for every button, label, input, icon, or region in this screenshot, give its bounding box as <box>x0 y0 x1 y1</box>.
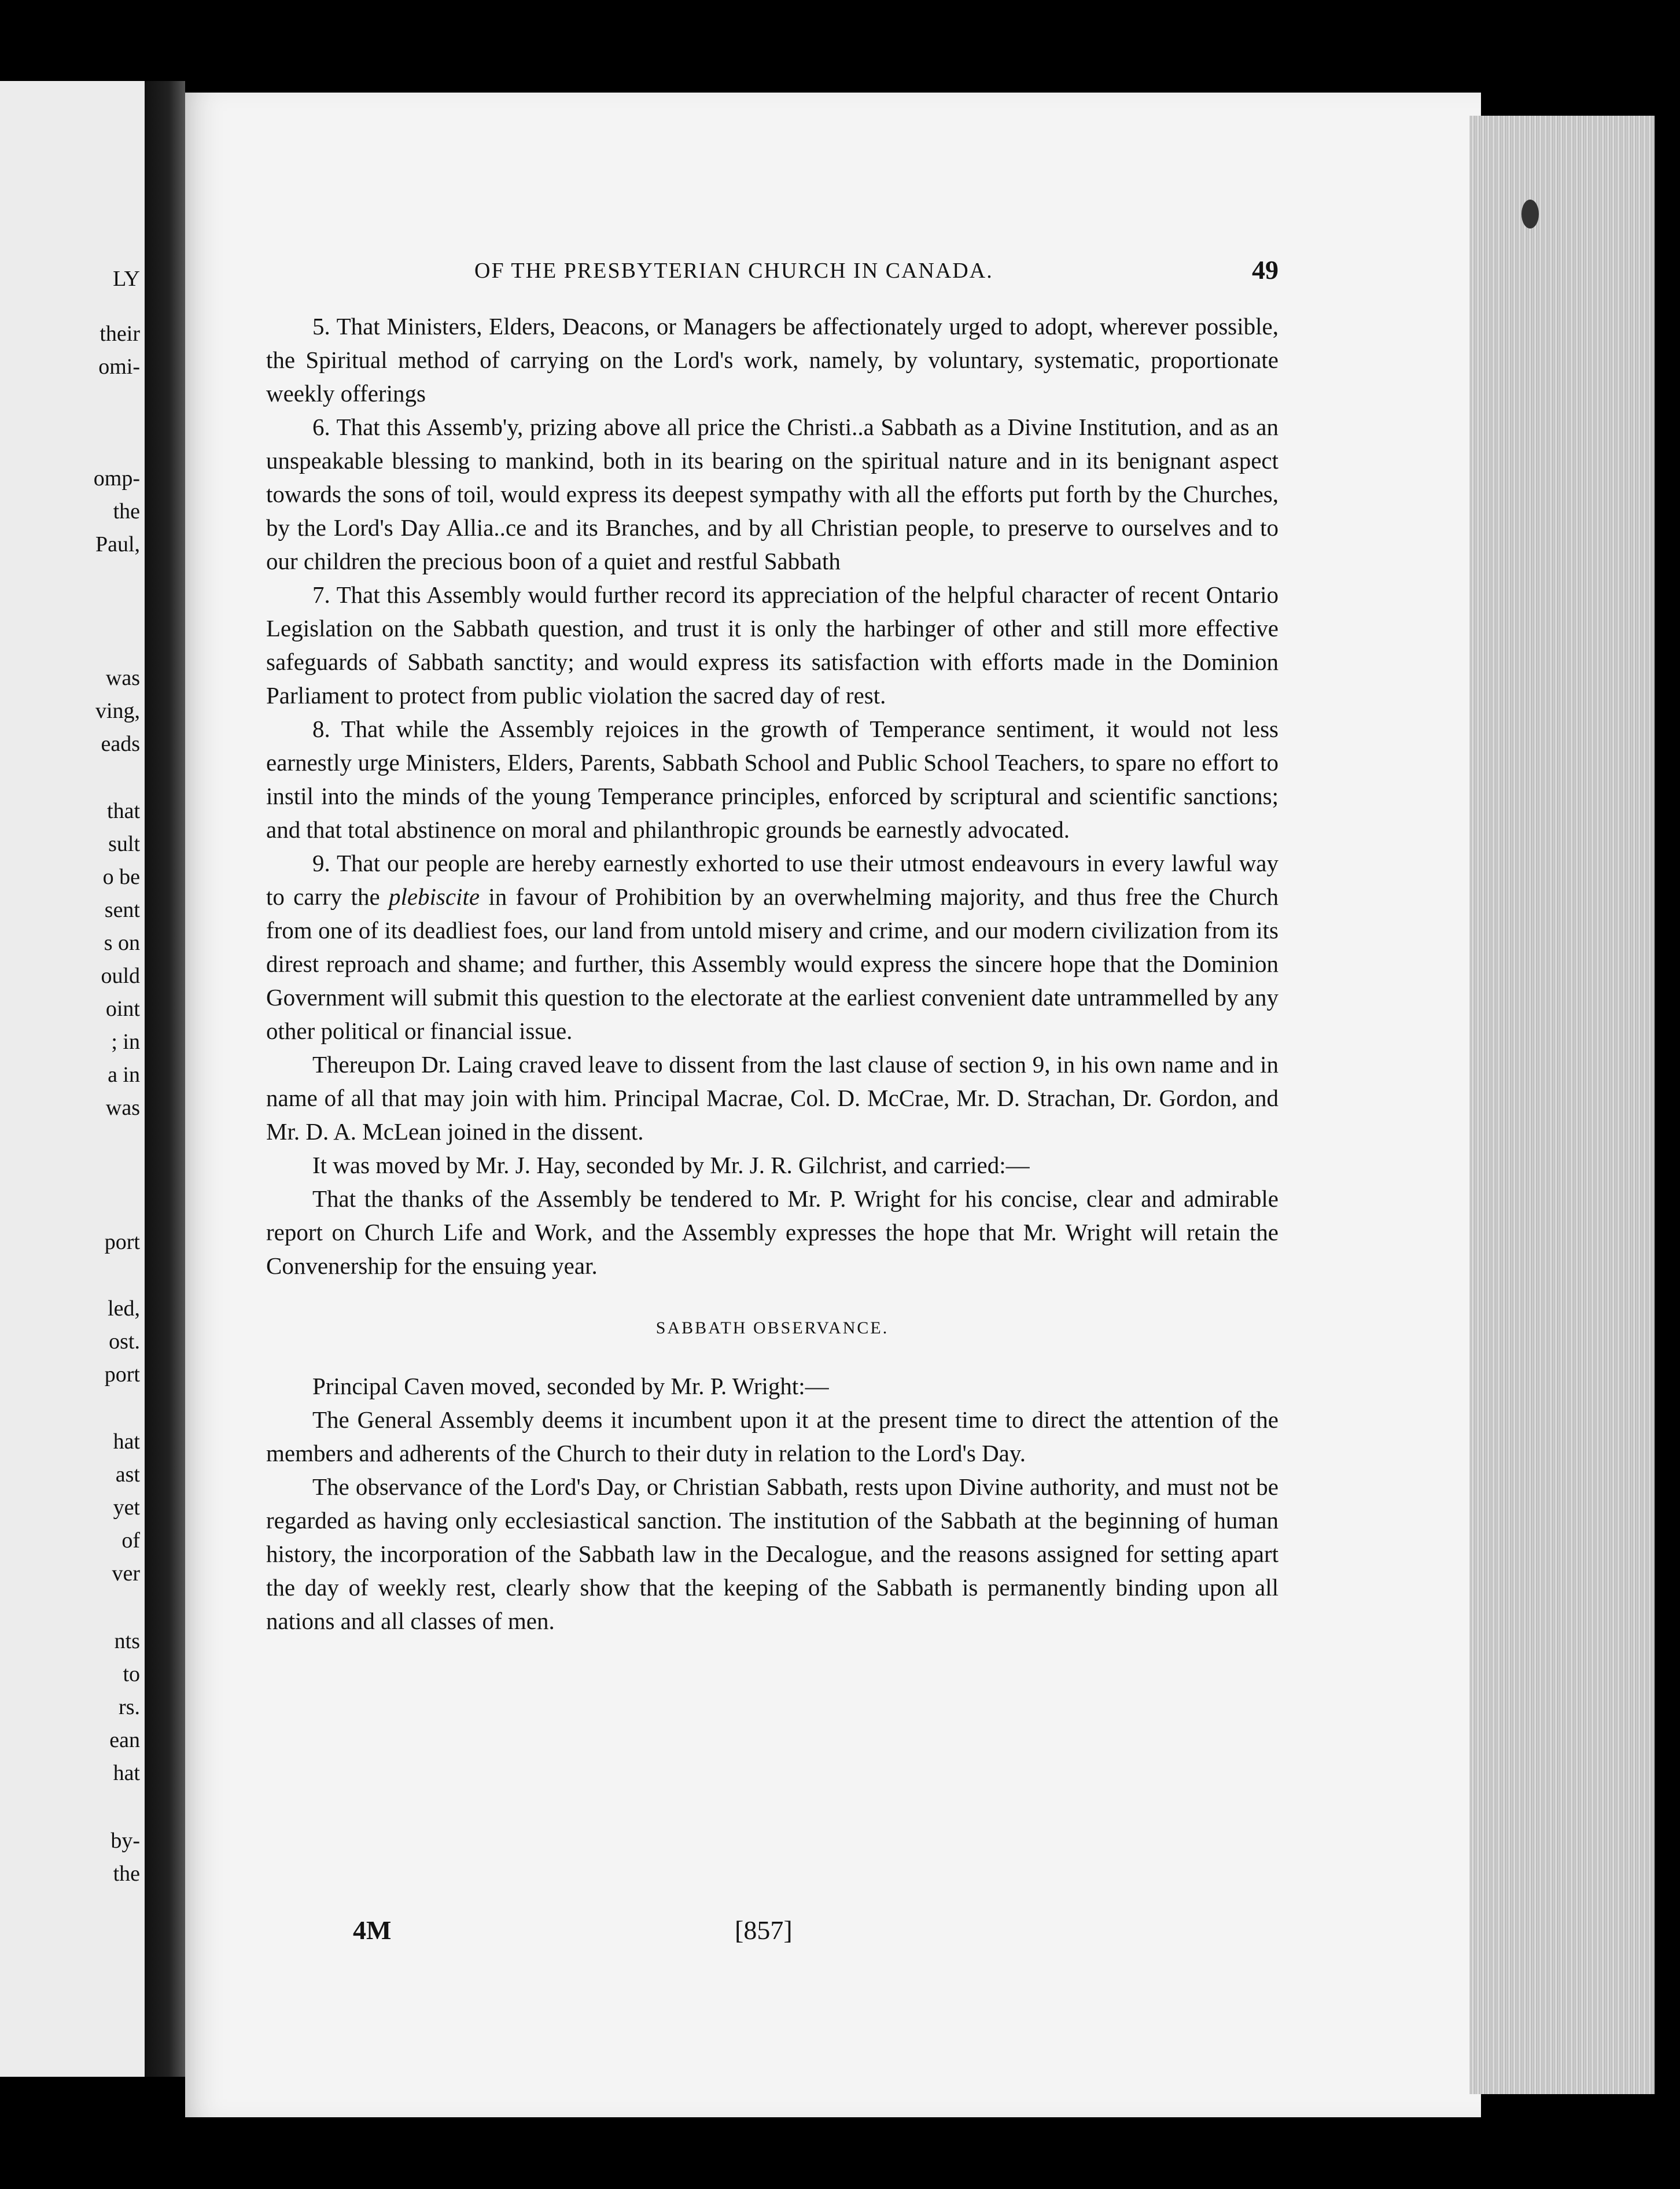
left-page-line: port <box>104 1362 140 1387</box>
section-motion: Principal Caven moved, seconded by Mr. P. Wright:— <box>312 1373 829 1399</box>
left-page-line: omi- <box>98 355 140 379</box>
left-page-line: ould <box>101 964 140 988</box>
left-page-line: ; in <box>111 1030 140 1054</box>
section-paragraph-1: The General Assembly deems it incumbent upon it at the present time to direct the attention of the members and adherents of the Church to their duty in relation to the Lord's Day. <box>266 1406 1279 1466</box>
book-gutter <box>145 81 185 2077</box>
motion-paragraph: It was moved by Mr. J. Hay, seconded by Mr. J. R. Gilchrist, and carried:— <box>312 1152 1030 1178</box>
left-page-line: omp- <box>93 466 140 491</box>
folio-number: [857] <box>735 1915 793 1945</box>
left-page-line: Paul, <box>95 532 140 557</box>
left-page-line: was <box>105 666 140 690</box>
left-page-line: a in <box>108 1063 140 1087</box>
left-page-line: ver <box>112 1561 140 1586</box>
section-heading: SABBATH OBSERVANCE. <box>655 1318 889 1337</box>
left-page-line: LY <box>113 267 140 291</box>
paragraph-9: 9. That our people are hereby earnestly exhorted to use their utmost endeavours in every lawful way to carry the plebiscite in favour of Prohibition by an overwhelming majority, and thus free the Church from one of its deadliest foes, our land from untold misery and crime, and our modern civilization from its direst reproach and shame; and further, this Assembly would express the sincere hope that the Dominion Government will submit this question to the electorate at the earliest convenient date untrammelled by any other political or financial issue. <box>266 850 1279 1044</box>
left-page-line: port <box>104 1230 140 1254</box>
running-head-title: OF THE PRESBYTERIAN CHURCH IN CANADA. <box>474 259 993 283</box>
signature-mark: 4M <box>353 1915 392 1945</box>
page-number: 49 <box>1252 255 1279 285</box>
dissent-paragraph: Thereupon Dr. Laing craved leave to dissent from the last clause of section 9, in his own name and in name of all that may join with him. Principal Macrae, Col. D. McCrae, Mr. D. Strachan, Dr. Gordon, and Mr. D. A. McLean joined in the dissent. <box>266 1051 1279 1145</box>
left-page-line: hat <box>113 1429 140 1454</box>
paragraph-7: 7. That this Assembly would further record its appreciation of the helpful character of recent Ontario Legislation on the Sabbath question, and trust it is only the harbinger of other and still more effective safeguards of Sabbath sanctity; and would express its satisfaction with efforts made in the Dominion Parliament to protect from public violation the sacred day of rest. <box>266 581 1279 709</box>
edge-mark <box>1521 200 1539 229</box>
left-page-line: ean <box>109 1728 140 1752</box>
left-page-line: s on <box>104 931 140 955</box>
page-edges <box>1469 116 1655 2094</box>
left-page-line: ving, <box>95 699 140 723</box>
left-page-line: yet <box>113 1495 140 1520</box>
thanks-paragraph: That the thanks of the Assembly be tendered to Mr. P. Wright for his concise, clear and admirable report on Church Life and Work, and the Assembly expresses the hope that Mr. Wright will retain the Convenership for the ensuing year. <box>266 1185 1279 1279</box>
left-page-line: led, <box>108 1296 140 1321</box>
left-page-line: o be <box>102 865 140 889</box>
paragraph-8: 8. That while the Assembly rejoices in the growth of Temperance sentiment, it would not less earnestly urge Ministers, Elders, Parents, Sabbath School and Public School Teachers, to spare no effort to instil into the minds of the young Temperance principles, enforced by scriptural and scientific sanctions; and that total abstinence on moral and philanthropic grounds be earnestly advocated. <box>266 716 1279 843</box>
left-page-fragment <box>0 81 145 2077</box>
left-page-line: oint <box>105 997 140 1021</box>
left-page-line: sent <box>104 898 140 922</box>
left-page-line: was <box>105 1096 140 1120</box>
left-page-line: nts <box>114 1629 140 1653</box>
left-page-line: ast <box>115 1462 140 1487</box>
paragraph-5: 5. That Ministers, Elders, Deacons, or Managers be affectionately urged to adopt, wherever possible, the Spiritual method of carrying on the Lord's work, namely, by voluntary, systematic, proportionate weekly offerings <box>266 313 1279 407</box>
left-page-line: ost. <box>109 1329 140 1354</box>
left-page-line: rs. <box>119 1695 140 1719</box>
left-page-line: by- <box>110 1829 140 1853</box>
section-paragraph-2: The observance of the Lord's Day, or Christian Sabbath, rests upon Divine authority, and must not be regarded as having only ecclesiastical sanction. The institution of the Sabbath at the beginning of human history, the incorporation of the Sabbath law in the Decalogue, and the reasons assigned for setting apart the day of weekly rest, clearly show that the keeping of the Sabbath is permanently binding upon all nations and all classes of men. <box>266 1473 1279 1634</box>
left-page-line: hat <box>113 1761 140 1785</box>
left-page-line: the <box>113 499 140 524</box>
left-page-line: sult <box>108 832 140 856</box>
left-page-line: the <box>113 1862 140 1886</box>
left-page-line: that <box>107 799 140 823</box>
left-page-line: their <box>100 322 140 346</box>
left-page-line: of <box>121 1528 140 1553</box>
paragraph-6: 6. That this Assemb'y, prizing above all price the Christi..a Sabbath as a Divine Institution, and as an unspeakable blessing to mankind, both in its bearing on the spiritual nature and in its benignant aspect towards the sons of toil, would express its deepest sympathy with all the efforts put forth by the Churches, by the Lord's Day Allia..ce and its Branches, and by all Christian people, to preserve to ourselves and to our children the precious boon of a quiet and restful Sabbath <box>266 414 1279 574</box>
left-page-line: eads <box>101 732 140 756</box>
body-text <box>266 309 1279 1638</box>
left-page-line: to <box>123 1662 140 1686</box>
